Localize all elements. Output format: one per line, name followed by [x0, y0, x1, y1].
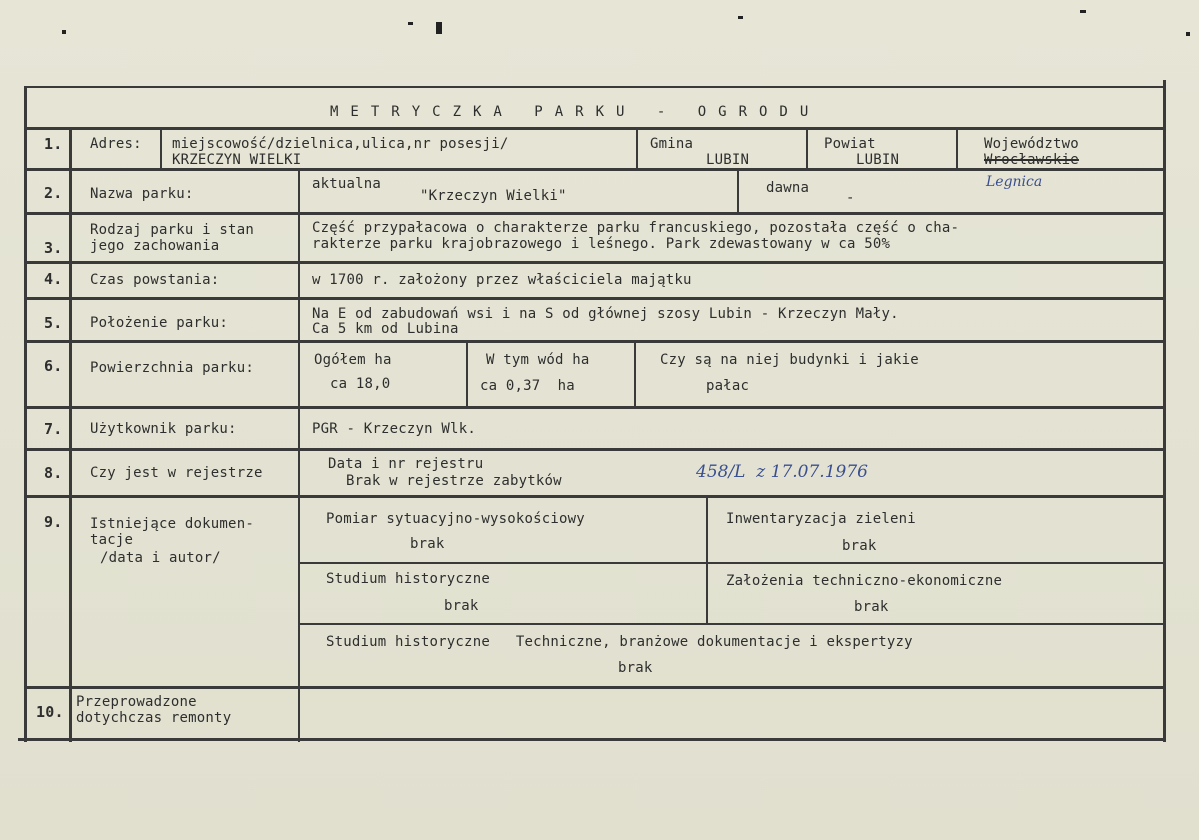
powiat-label: Powiat — [824, 136, 876, 152]
gmina-value: LUBIN — [706, 152, 750, 168]
row-separator — [24, 406, 1166, 409]
address-caption: miejscowość/dzielnica,ulica,nr posesji/ — [172, 136, 509, 152]
label-column-line — [298, 170, 300, 742]
doc-expertise-value: brak — [618, 660, 653, 676]
voivodeship-label: Województwo — [984, 136, 1079, 152]
row-separator — [24, 686, 1166, 689]
row9-inner-line — [298, 562, 1164, 564]
voivodeship-handwritten: Legnica — [986, 174, 1043, 190]
row-number: 8. — [44, 464, 63, 482]
park-type-label: Rodzaj parku i stan — [90, 222, 254, 238]
doc-technical-label: Założenia techniczno-ekonomiczne — [726, 573, 1003, 589]
doc-greenery-value: brak — [842, 538, 877, 554]
doc-expertise-label: Studium historyczne Techniczne, branżowe dokumentacje i ekspertyzy — [326, 634, 913, 650]
row6-divider — [634, 342, 636, 408]
row-separator — [24, 297, 1166, 300]
row9-inner-line — [298, 623, 1164, 625]
row-separator — [24, 495, 1166, 498]
doc-survey-value: brak — [410, 536, 445, 552]
register-value: Brak w rejestrze zabytków — [346, 473, 562, 489]
row-separator — [24, 212, 1166, 215]
row-number: 1. — [44, 135, 63, 153]
buildings-label: Czy są na niej budynki i jakie — [660, 352, 919, 368]
former-name-value: - — [846, 190, 855, 206]
row1-divider — [636, 129, 638, 169]
row1-divider — [956, 129, 958, 169]
powiat-value: LUBIN — [856, 152, 900, 168]
creation-time-value: w 1700 r. założony przez właściciela majątku — [312, 272, 692, 288]
doc-technical-value: brak — [854, 599, 889, 615]
water-area-value: ca 0,37 ha — [480, 378, 575, 394]
row9-divider — [706, 497, 708, 625]
renovations-label: dotychczas remonty — [76, 710, 232, 726]
current-name-label: aktualna — [312, 176, 382, 192]
row-number: 3. — [44, 239, 63, 257]
former-name-label: dawna — [766, 180, 810, 196]
current-name-value: "Krzeczyn Wielki" — [420, 188, 567, 204]
row6-divider — [466, 342, 468, 408]
row-number: 9. — [44, 513, 63, 531]
row-separator — [24, 340, 1166, 343]
frame-left-line — [24, 86, 27, 742]
location-text: Ca 5 km od Lubina — [312, 321, 459, 337]
buildings-value: pałac — [706, 378, 750, 394]
park-type-text: rakterze parku krajobrazowego i leśnego. Park zdewastowany w ca 50% — [312, 236, 891, 252]
location-text: Na E od zabudowań wsi i na S od głównej szosy Lubin - Krzeczyn Mały. — [312, 306, 899, 322]
address-value: KRZECZYN WIELKI — [172, 152, 302, 168]
total-area-label: Ogółem ha — [314, 352, 392, 368]
row-separator — [24, 261, 1166, 264]
row-number: 4. — [44, 270, 63, 288]
row-separator — [24, 448, 1166, 451]
doc-history-label: Studium historyczne — [326, 571, 490, 587]
park-type-label: jego zachowania — [90, 238, 220, 254]
register-handwritten: 458/L z 17.07.1976 — [696, 462, 868, 482]
area-label: Powierzchnia parku: — [90, 360, 254, 376]
num-column-line — [69, 127, 72, 742]
total-area-value: ca 18,0 — [330, 376, 391, 392]
row1-divider — [160, 129, 162, 169]
frame-right-line — [1163, 80, 1166, 742]
park-type-text: Część przypałacowa o charakterze parku francuskiego, pozostała część o cha- — [312, 220, 960, 236]
documentation-label: Istniejące dokumen- — [90, 516, 254, 532]
documentation-label: tacje — [90, 532, 134, 548]
register-label: Czy jest w rejestrze — [90, 465, 263, 481]
row-number: 10. — [36, 703, 64, 721]
row-number: 6. — [44, 357, 63, 375]
documentation-label: /data i autor/ — [100, 550, 221, 566]
frame-bottom-line — [18, 738, 1166, 741]
location-label: Położenie parku: — [90, 315, 229, 331]
frame-top-line — [24, 86, 1166, 88]
row-number: 5. — [44, 314, 63, 332]
water-area-label: W tym wód ha — [486, 352, 590, 368]
doc-greenery-label: Inwentaryzacja zieleni — [726, 511, 916, 527]
renovations-label: Przeprowadzone — [76, 694, 197, 710]
creation-time-label: Czas powstania: — [90, 272, 220, 288]
card-title: METRYCZKA PARKU - OGRODU — [330, 104, 821, 120]
register-date-label: Data i nr rejestru — [328, 456, 484, 472]
user-label: Użytkownik parku: — [90, 421, 237, 437]
park-name-label: Nazwa parku: — [90, 186, 194, 202]
doc-survey-label: Pomiar sytuacyjno-wysokościowy — [326, 511, 585, 527]
row-number: 7. — [44, 420, 63, 438]
row1-divider — [806, 129, 808, 169]
row-number: 2. — [44, 184, 63, 202]
gmina-label: Gmina — [650, 136, 694, 152]
doc-history-value: brak — [444, 598, 479, 614]
address-label: Adres: — [90, 136, 142, 152]
voivodeship-value-struck: Wrocławskie — [984, 152, 1079, 168]
frame-line — [24, 127, 1166, 130]
row2-divider — [737, 170, 739, 214]
user-value: PGR - Krzeczyn Wlk. — [312, 421, 476, 437]
